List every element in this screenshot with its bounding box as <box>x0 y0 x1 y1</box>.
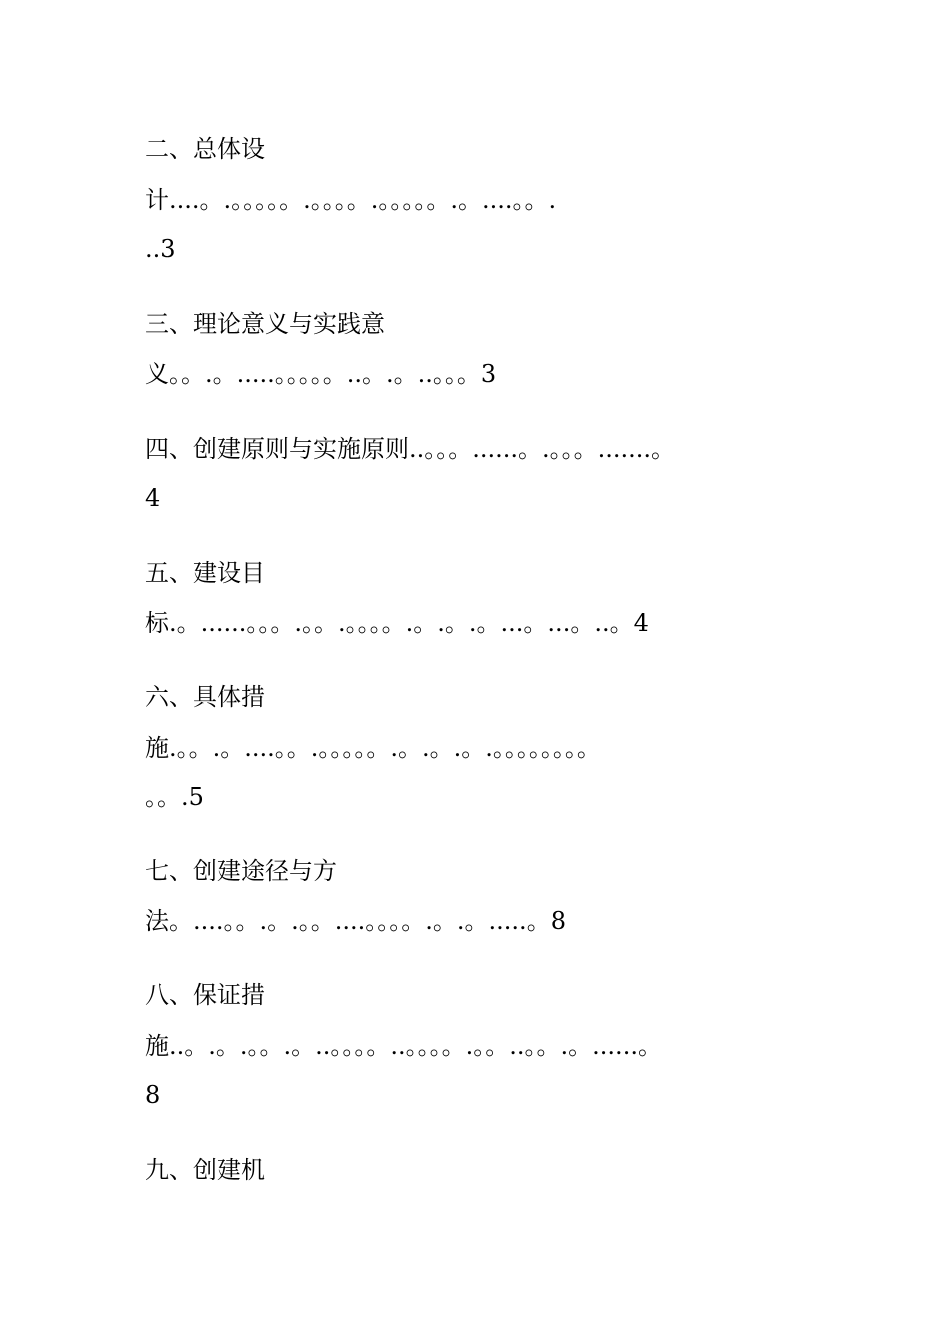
toc-leader-2: 计....。.。。。。。.。。。。.。。。。。.。....。。. <box>145 186 557 214</box>
toc-leader-7: 法。....。。.。.。。....。。。。.。.。.....。8 <box>145 907 566 935</box>
toc-leader-6: 施.。。.。....。。.。。。。。.。.。.。.。。。。。。。。 <box>145 734 601 762</box>
toc-leader-8: 施..。.。.。。.。..。。。。..。。。。.。。..。。.。......。 <box>145 1032 662 1060</box>
toc-heading-7: 七、创建途径与方 <box>145 857 337 885</box>
toc-page-2: ..3 <box>145 235 176 263</box>
toc-page-8: 8 <box>145 1081 161 1109</box>
toc-heading-9: 九、创建机 <box>145 1156 265 1184</box>
toc-heading-2: 二、总体设 <box>145 135 265 163</box>
toc-leader-5: 标.。......。。。.。。.。。。。.。.。.。...。...。..。4 <box>145 609 649 637</box>
toc-page-4: 4 <box>145 484 161 512</box>
toc-heading-8: 八、保证措 <box>145 981 265 1009</box>
toc-page-6: 。。.5 <box>145 783 204 811</box>
toc-heading-5: 五、建设目 <box>145 559 265 587</box>
toc-heading-4: 四、创建原则与实施原则..。。。......。.。。。.......。 <box>145 435 676 463</box>
toc-leader-3: 义。。.。.....。。。。。..。.。..。。。3 <box>145 360 497 388</box>
toc-heading-3: 三、理论意义与实践意 <box>145 310 385 338</box>
toc-heading-6: 六、具体措 <box>145 683 265 711</box>
